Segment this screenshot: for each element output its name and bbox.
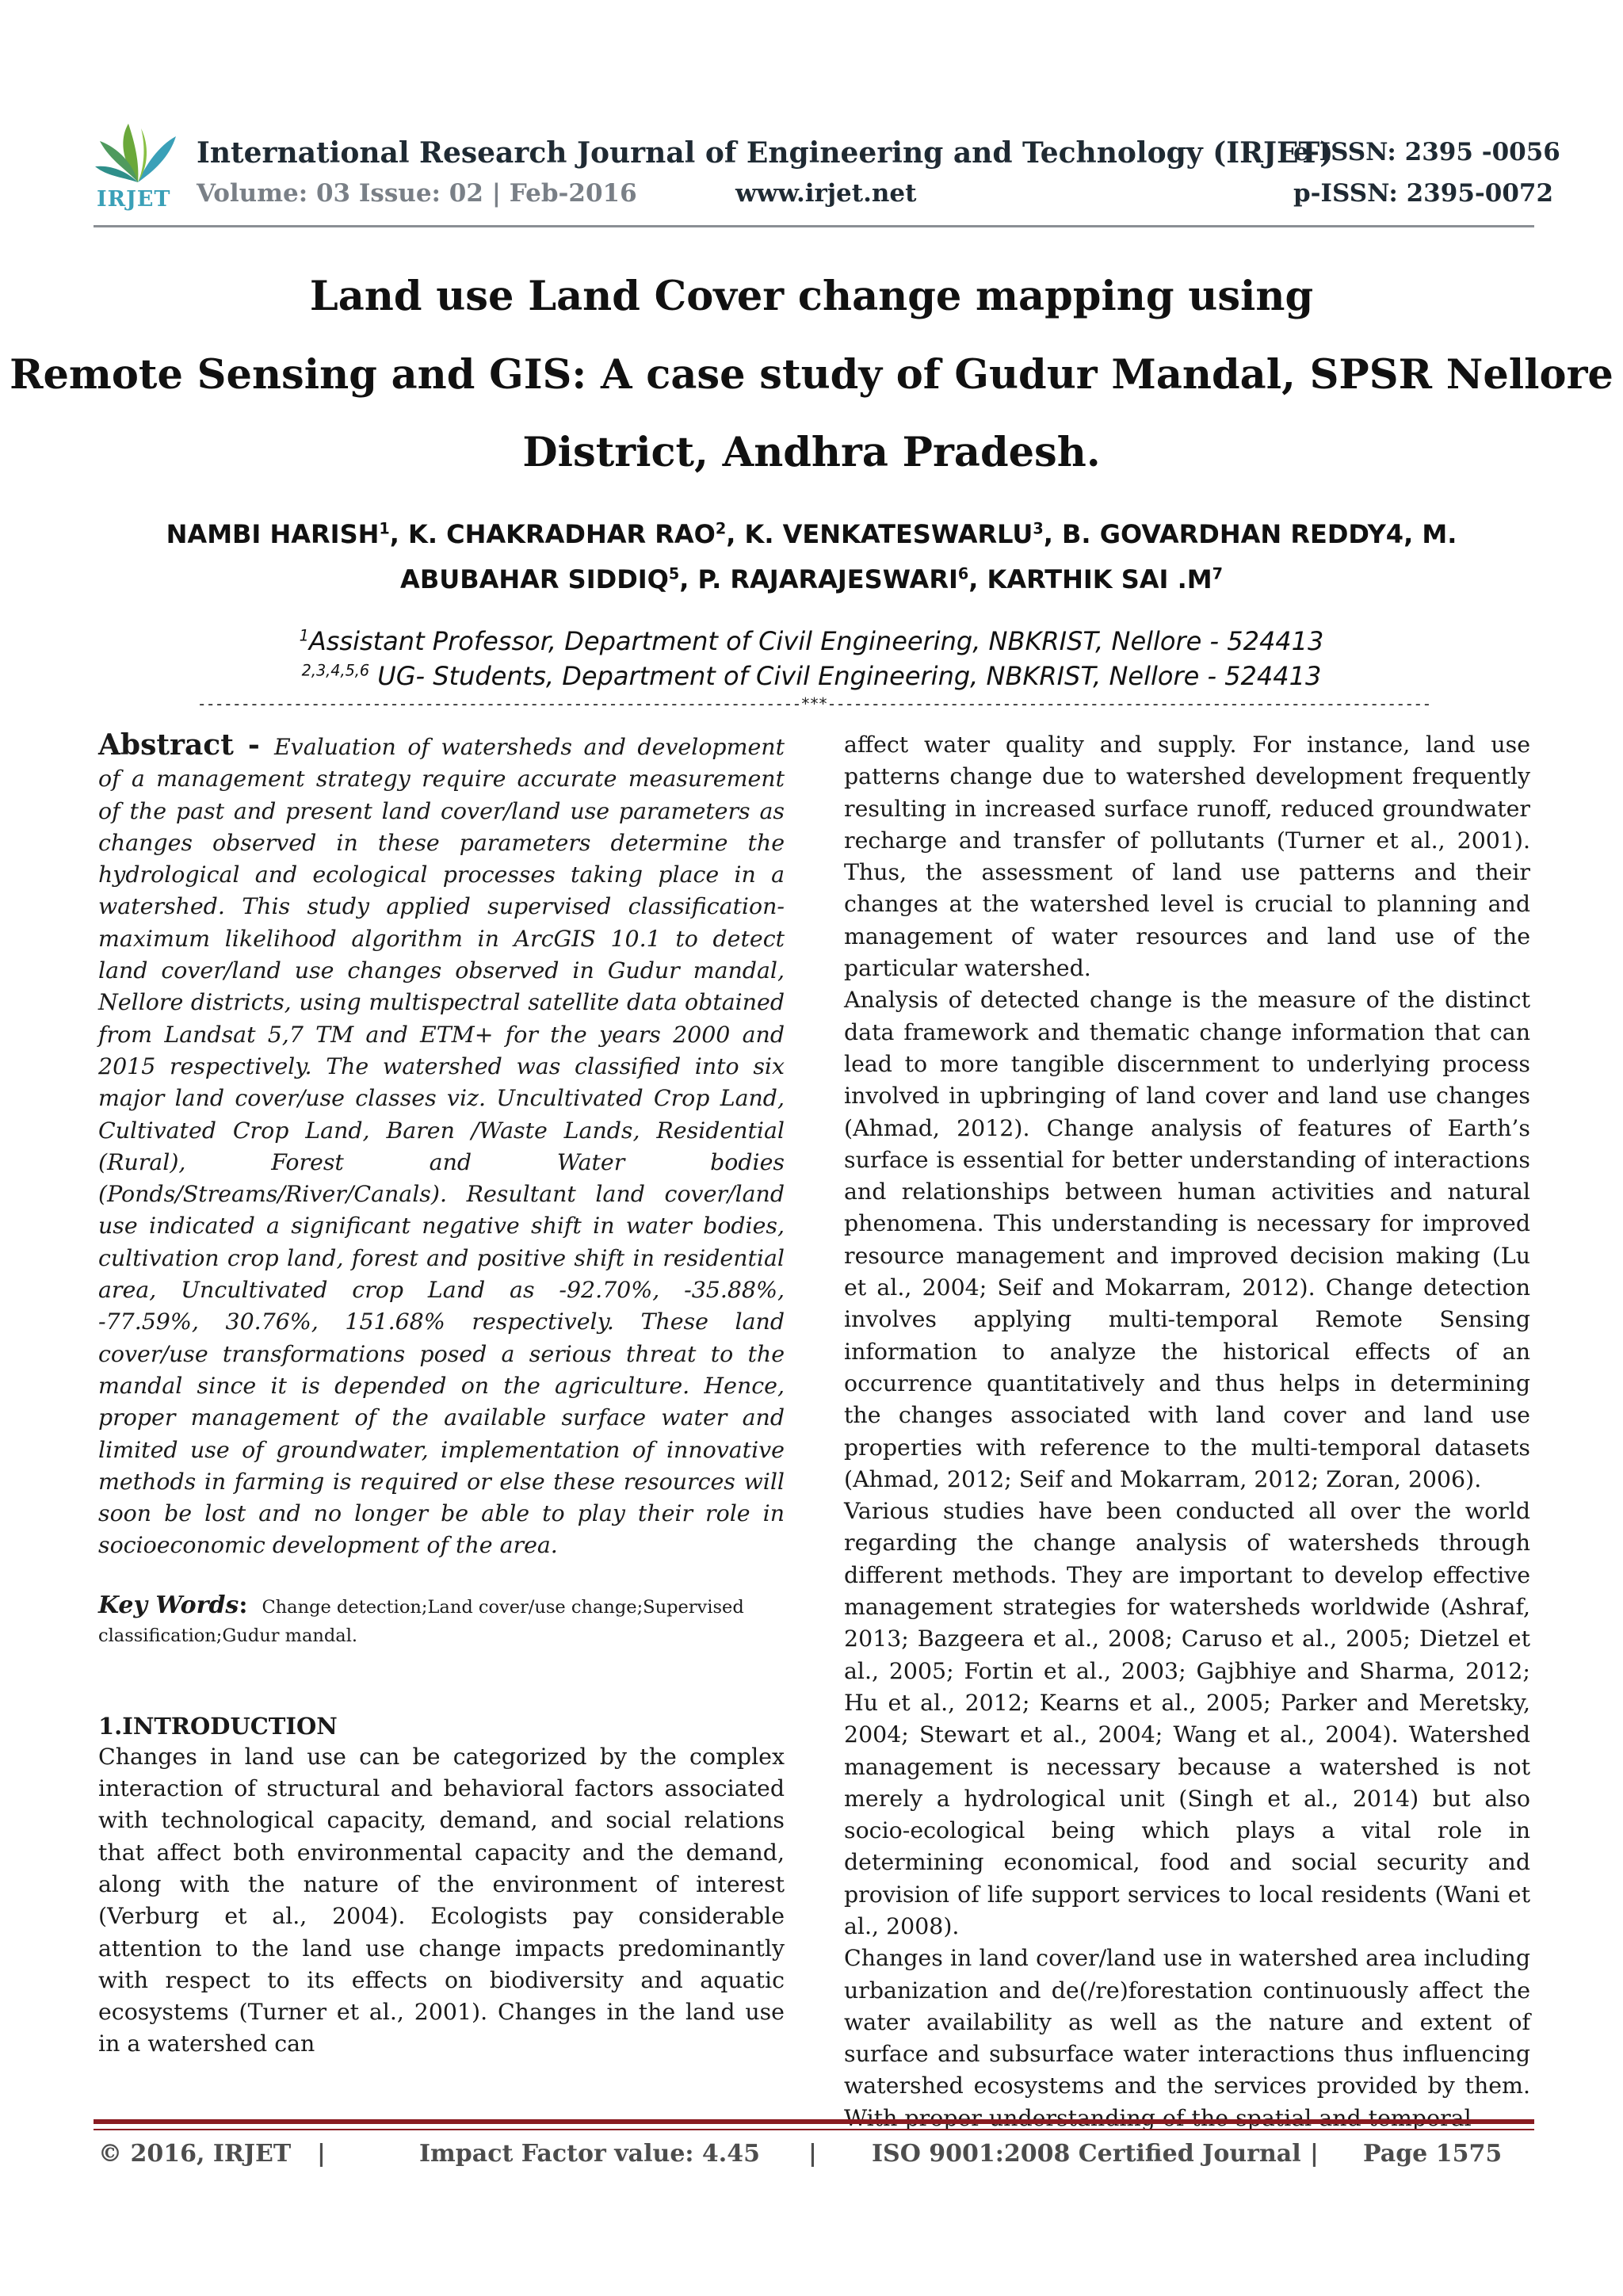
author-1-mark: 1 [379,519,390,538]
author-7: , KARTHIK SAI .M [968,564,1212,594]
affiliation-2-mark: 2,3,4,5,6 [301,661,370,680]
footer-separator: | [808,2140,817,2168]
abstract-text: Evaluation of watersheds and development of a management strategy require accurate measurement of the past and present land cover/land use parameters as changes observed in these parameters determine the hydrological and ecological processes taking place in a watershed. This study applied supervised classification-maximum likelihood algorithm in ArcGIS 10.1 to detect land cover/land use changes observed in Gudur mandal, Nellore districts, using multispectral satellite data obtained from Landsat 5,7 TM and ETM+ for the years 2000 and 2015 respectively. The watershed was classified into six major land cover/use classes viz. Uncultivated Crop Land, Cultivated Crop Land, Baren /Waste Lands, Residential (Rural), Forest and Water bodies (Ponds/Streams/River/Canals). Resultant land cover/land use indicated a significant negative shift in water bodies, cultivation crop land, forest and positive shift in residential area, Uncultivated crop Land as -92.70%, -35.88%, -77.59%, 30.76%, 151.68% respectively. These land cover/use transformations posed a serious threat to the mandal since it is depended on the agriculture. Hence, proper management of the available surface water and limited use of groundwater, implementation of innovative methods in farming is required or else these resources will soon be lost and no longer be able to play their role in socioeconomic development of the area. [98,734,785,1559]
pissn: p-ISSN: 2395-0072 [1293,179,1554,208]
author-5: ABUBAHAR SIDDIQ [400,564,669,594]
volume-issue: Volume: 03 Issue: 02 | Feb-2016 [197,179,637,208]
keywords-label: Key Words [98,1591,239,1619]
footer-rule-thin [94,2129,1534,2130]
author-2-mark: 2 [715,519,727,538]
keywords-colon: : [239,1591,248,1619]
author-7-mark: 7 [1212,564,1223,583]
footer-separator: | [1310,2140,1319,2168]
right-paragraph-4: Changes in land cover/land use in watershed area including urbanization and de(/re)forestation continuously affect the water availability as well as the nature and extent of surface and subsurface water interactions thus influencing watershed ecosystems and the services provided by them. With proper understanding of the spatial and temporal [844,1945,1530,2131]
affiliation-1-text: Assistant Professor, Department of Civil Engineering, NBKRIST, Nellore - 524413 [308,626,1324,656]
abstract [98,729,785,1562]
author-3: , K. VENKATESWARLU [726,519,1033,549]
author-3-mark: 3 [1033,519,1044,538]
section-separator: ---------------------------------------------------------------------***--------------------------------------------------------------------- [197,694,1431,713]
footer-impact-factor: Impact Factor value: 4.45 [419,2140,760,2168]
abstract-label: Abstract - [98,728,274,762]
paper-title-line-2: Remote Sensing and GIS: A case study of Gudur Mandal, SPSR Nellore [10,351,1613,399]
paper-title-line-1: Land use Land Cover change mapping using [309,273,1314,320]
header-rule [94,225,1534,227]
footer-separator: | [317,2140,326,2168]
authors-line-2 [0,564,1623,594]
author-5-mark: 5 [668,564,680,583]
footer-copyright: © 2016, IRJET [98,2140,292,2168]
journal-title: International Research Journal of Engineering and Technology (IRJET) [197,136,1334,170]
affiliation-1-mark: 1 [299,626,309,645]
keywords [98,1592,785,1649]
footer-page-number: Page 1575 [1363,2140,1503,2168]
journal-logo [94,119,182,212]
right-paragraph-1: affect water quality and supply. For instance, land use patterns change due to watershed development frequently resulting in increased surface runoff, reduced groundwater recharge and transfer of pollutants (Turner et al., 2001). Thus, the assessment of land use patterns and their changes at the watershed level is crucial to planning and management of water resources and land use of the particular watershed. [844,732,1530,982]
affiliation-2 [0,661,1623,691]
author-6: , P. RAJARAJESWARI [679,564,958,594]
author-4: , B. GOVARDHAN REDDY4, M. [1043,519,1457,549]
author-2: , K. CHAKRADHAR RAO [389,519,716,549]
right-paragraph-3: Various studies have been conducted all over the world regarding the change analysis of watersheds through different methods. They are important to develop effective management strategies for watersheds worldwide (Ashraf, 2013; Bazgeera et al., 2008; Caruso et al., 2005; Dietzel et al., 2005; Fortin et al., 2003; Gajbhiye and Sharma, 2012; Hu et al., 2012; Kearns et al., 2005; Parker and Meretsky, 2004; Stewart et al., 2004; Wang et al., 2004). Watershed management is necessary because a watershed is not merely a hydrological unit (Singh et al., 2014) but also socio-ecological being which plays a vital role in determining economical, food and social security and provision of life support services to local residents (Wani et al., 2008). [844,1498,1530,1939]
left-column [98,729,785,2061]
author-6-mark: 6 [957,564,969,583]
authors-line-1 [0,519,1623,549]
introduction-heading: 1.INTRODUCTION [98,1712,338,1740]
eissn: e-ISSN: 2395 -0056 [1293,138,1560,166]
footer-iso-certification: ISO 9001:2008 Certified Journal [872,2140,1301,2168]
author-1: NAMBI HARISH [166,519,380,549]
logo-text: IRJET [97,187,171,212]
affiliation-2-text: UG- Students, Department of Civil Engineering, NBKRIST, Nellore - 524413 [369,661,1322,691]
right-paragraph-2: Analysis of detected change is the measure of the distinct data framework and thematic change information that can lead to more tangible discernment to underlying process involved in upbringing of land cover and land use changes (Ahmad, 2012). Change analysis of features of Earth’s surface is essential for better understanding of interactions and relationships between human activities and natural phenomena. This understanding is necessary for improved resource management and improved decision making (Lu et al., 2004; Seif and Mokarram, 2012). Change detection involves applying multi-temporal Remote Sensing information to analyze the historical effects of an occurrence quantitatively and thus helps in determining the changes associated with land cover and land use properties with reference to the multi-temporal datasets (Ahmad, 2012; Seif and Mokarram, 2012; Zoran, 2006). [844,987,1530,1492]
footer-rule-thick [94,2119,1534,2124]
introduction-text: Changes in land use can be categorized by the complex interaction of structural and behavioral factors associated with technological capacity, demand, and social relations that affect both environmental capacity and the demand, along with the nature of the environment of interest (Verburg et al., 2004). Ecologists pay considerable attention to the land use change impacts predominantly with respect to its effects on biodiversity and aquatic ecosystems (Turner et al., 2001). Changes in the land use in a watershed can [98,1743,785,2057]
paper-title-line-3: District, Andhra Pradesh. [522,429,1101,476]
keywords-text: Change detection;Land cover/use change;Supervised classification;Gudur mandal. [98,1596,744,1646]
journal-website-link[interactable]: www.irjet.net [735,179,917,208]
affiliation-1 [0,626,1623,656]
right-column [844,729,1530,2134]
